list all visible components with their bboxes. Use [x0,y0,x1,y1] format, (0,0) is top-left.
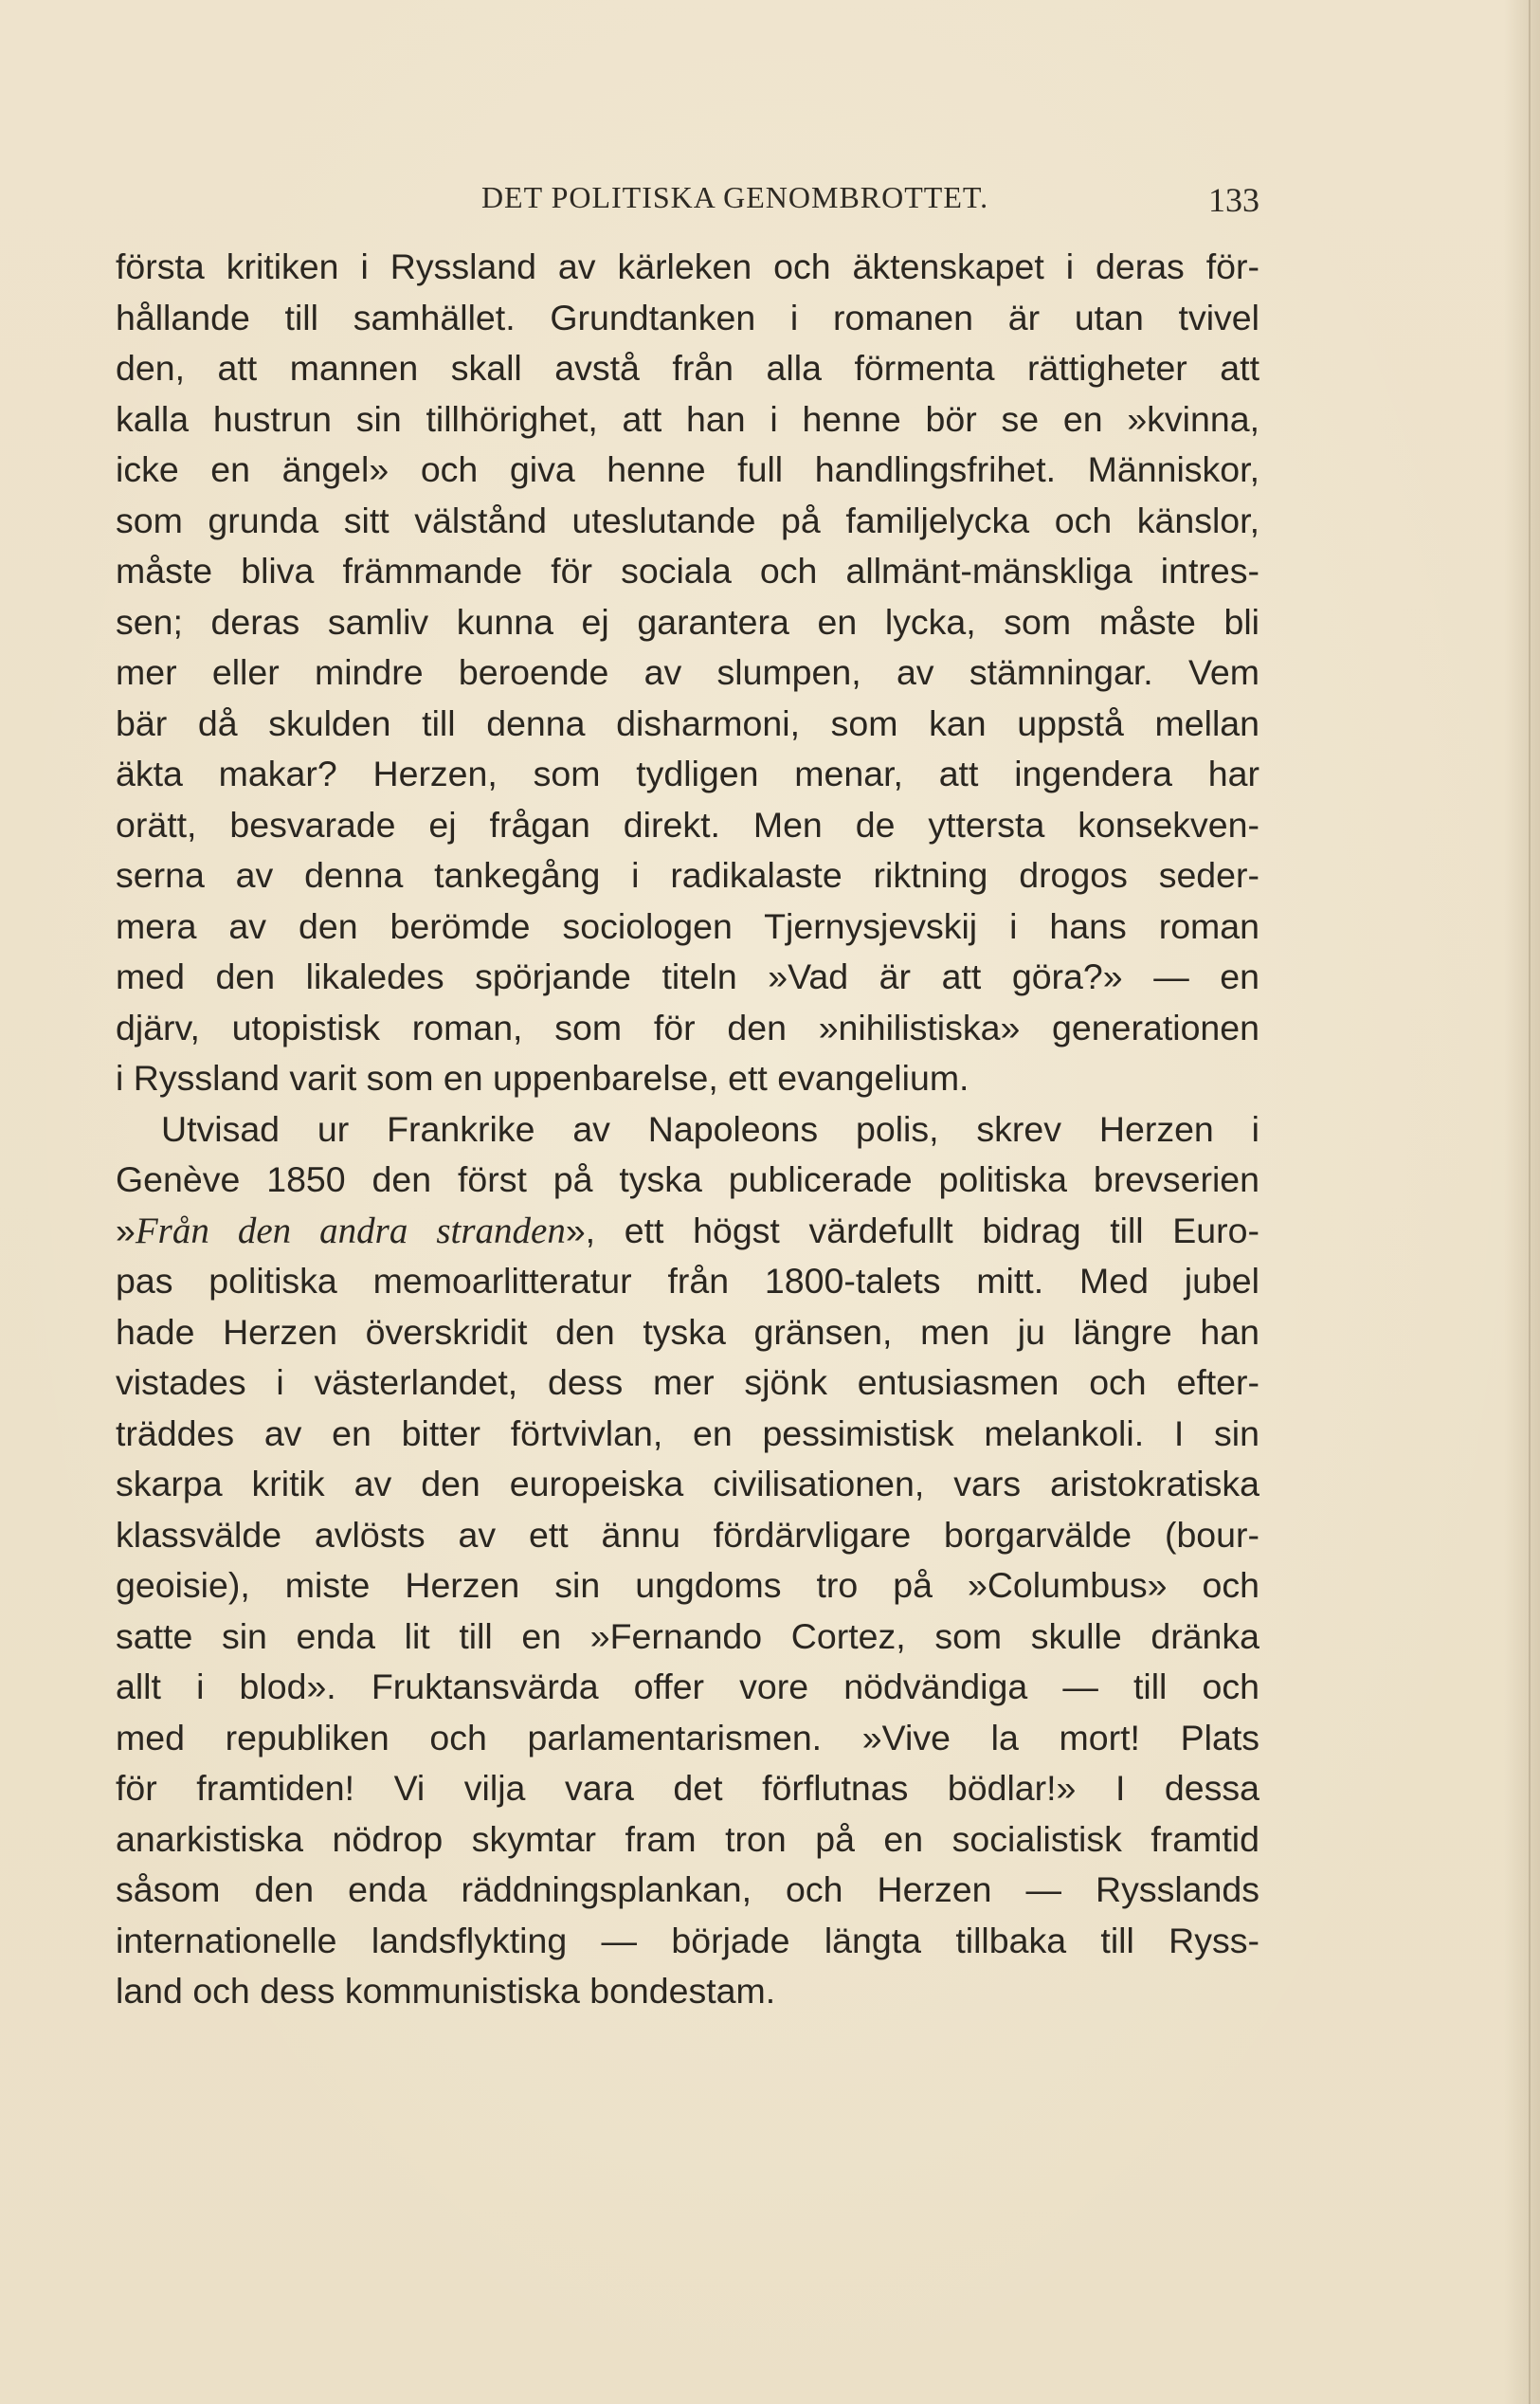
text-line: som grunda sitt välstånd uteslutande på familjelycka och känslor, [116,500,1259,540]
text-line: klassvälde avlösts av ett ännu fördärvligare borgarvälde (bour- [116,1514,1259,1555]
text-line: allt i blod». Fruktansvärda offer vore nödvändiga — till och [116,1666,1259,1706]
page-edge-shadow [1504,0,1540,2404]
text-line: icke en ängel» och giva henne full handlingsfrihet. Människor, [116,449,1259,489]
text-line: skarpa kritik av den europeiska civilisationen, vars aristokratiska [116,1464,1259,1503]
text-line: såsom den enda räddningsplankan, och Herzen — Rysslands [116,1869,1259,1909]
text-line: vistades i västerlandet, dess mer sjönk entusiasmen och efter- [116,1362,1259,1402]
text-line-rest: », ett högst värdefullt bidrag till Euro- [565,1210,1259,1250]
text-line: kalla hustrun sin tillhörighet, att han i henne bör se en »kvinna, [116,398,1259,439]
text-line: Genève 1850 den först på tyska publicerade politiska brevserien [116,1159,1259,1199]
text-line: mera av den berömde sociologen Tjernysjevskij i hans roman [116,905,1259,946]
text-line: träddes av en bitter förtvivlan, en pessimistisk melankoli. I sin [116,1412,1259,1453]
body-text [116,242,1259,2017]
running-title: DET POLITISKA GENOMBROTTET. [480,180,989,214]
quote-open: » [116,1210,136,1250]
text-line: satte sin enda lit till en »Fernando Cortez, som skulle dränka [116,1615,1259,1656]
running-head [210,180,1259,222]
text-line: hållande till samhället. Grundtanken i romanen är utan tvivel [116,297,1259,337]
text-line: sen; deras samliv kunna ej garantera en lycka, som måste bli [116,601,1259,642]
italic-book-title: Från den andra stranden [135,1210,566,1251]
text-line: serna av denna tankegång i radikalaste riktning drogos seder- [116,855,1259,895]
text-line: orätt, besvarade ej frågan direkt. Men de yttersta konsekven- [116,804,1259,845]
text-line: mer eller mindre beroende av slumpen, av stämningar. Vem [116,652,1259,692]
text-line-paragraph-end: land och dess kommunistiska bondestam. [116,1971,776,2011]
text-line: äkta makar? Herzen, som tydligen menar, att ingendera har [116,754,1259,793]
text-line: första kritiken i Ryssland av kärleken och äktenskapet i deras för- [116,246,1259,286]
text-line-with-title [116,1206,1259,1257]
text-line-paragraph-end: i Ryssland varit som en uppenbarelse, ett evangelium. [116,1058,969,1098]
text-line: pas politiska memoarlitteratur från 1800-talets mitt. Med jubel [116,1261,1259,1301]
text-line-paragraph-start: Utvisad ur Frankrike av Napoleons polis, skrev Herzen i [161,1108,1259,1149]
text-line: bär då skulden till denna disharmoni, som kan uppstå mellan [116,702,1259,743]
text-line: anarkistiska nödrop skymtar fram tron på en socialistisk framtid [116,1818,1259,1859]
text-line: med republiken och parlamentarismen. »Vive la mort! Plats [116,1717,1259,1757]
page-edge [1529,0,1531,2404]
page-number: 133 [1208,181,1259,219]
text-line: med den likaledes spörjande titeln »Vad är att göra?» — en [116,956,1259,996]
text-line: internationelle landsflykting — började längta tillbaka till Ryss- [116,1920,1259,1960]
text-line: för framtiden! Vi vilja vara det förflutnas bödlar!» I dessa [116,1768,1259,1808]
text-line: den, att mannen skall avstå från alla förmenta rättigheter att [116,348,1259,388]
text-line: måste bliva främmande för sociala och allmänt-mänskliga intres- [116,551,1259,591]
text-line: hade Herzen överskridit den tyska gränsen, men ju längre han [116,1311,1259,1352]
text-line: djärv, utopistisk roman, som för den »nihilistiska» generationen [116,1007,1259,1047]
text-line: geoisie), miste Herzen sin ungdoms tro på »Columbus» och [116,1565,1259,1605]
